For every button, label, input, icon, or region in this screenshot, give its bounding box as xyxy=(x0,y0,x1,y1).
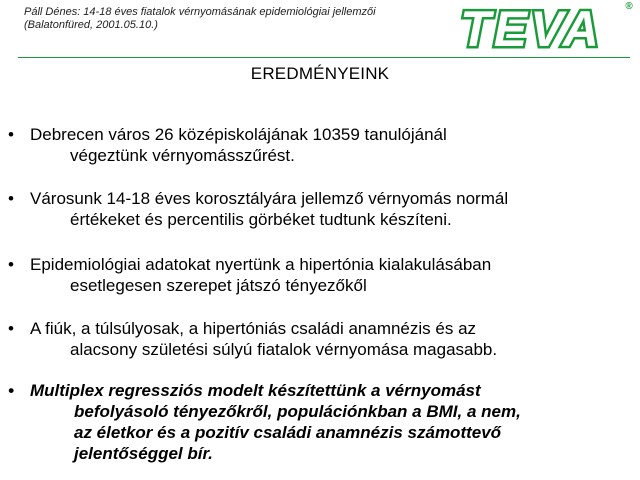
bullet-item xyxy=(8,124,632,166)
bullet-text: értékeket és percentilis görbéket tudtunk készíteni. xyxy=(70,210,452,229)
bullet-marker: • xyxy=(8,381,14,400)
bullet-marker: • xyxy=(8,125,14,144)
bullet-item xyxy=(8,254,632,296)
source-citation xyxy=(24,6,376,32)
header-divider xyxy=(18,57,630,58)
bullet-marker: • xyxy=(8,189,14,208)
bullet-text: alacsony születési súlyú fiatalok vérnyomása magasabb. xyxy=(70,340,498,359)
registered-mark: ® xyxy=(625,1,633,12)
teva-logo xyxy=(440,4,622,52)
bullet-text: Debrecen város 26 középiskolájának 10359 tanulójánál xyxy=(30,125,447,144)
source-author-title: Páll Dénes: 14-18 éves fiatalok vérnyomásának epidemiológiai jellemzői xyxy=(24,6,376,18)
bullet-marker: • xyxy=(8,319,14,338)
bullet-item-emphasized xyxy=(8,380,632,464)
bullet-text: jelentőséggel bír. xyxy=(74,444,213,463)
bullet-text: esetlegesen szerepet játszó tényezőkől xyxy=(70,276,367,295)
bullet-text: Városunk 14-18 éves korosztályára jellemző vérnyomás normál xyxy=(30,189,509,208)
bullet-text: A fiúk, a túlsúlyosak, a hipertóniás családi anamnézis és az xyxy=(30,319,477,338)
bullet-item xyxy=(8,318,632,360)
bullet-text: az életkor és a pozitív családi anamnézis számottevő xyxy=(74,423,502,442)
bullet-marker: • xyxy=(8,255,14,274)
page-title: EREDMÉNYEINK xyxy=(250,64,390,83)
teva-logo-text: TEVA xyxy=(460,4,602,52)
bullet-item xyxy=(8,188,632,230)
bullet-text: Multiplex regressziós modelt készítettünk a vérnyomást xyxy=(30,381,481,400)
bullet-text: Epidemiológiai adatokat nyertünk a hipertónia kialakulásában xyxy=(30,255,492,274)
source-place-date: (Balatonfüred, 2001.05.10.) xyxy=(24,19,158,31)
bullet-text: befolyásoló tényezőkről, populációnkban a BMI, a nem, xyxy=(74,402,521,421)
bullet-text: végeztünk vérnyomásszűrést. xyxy=(70,146,295,165)
